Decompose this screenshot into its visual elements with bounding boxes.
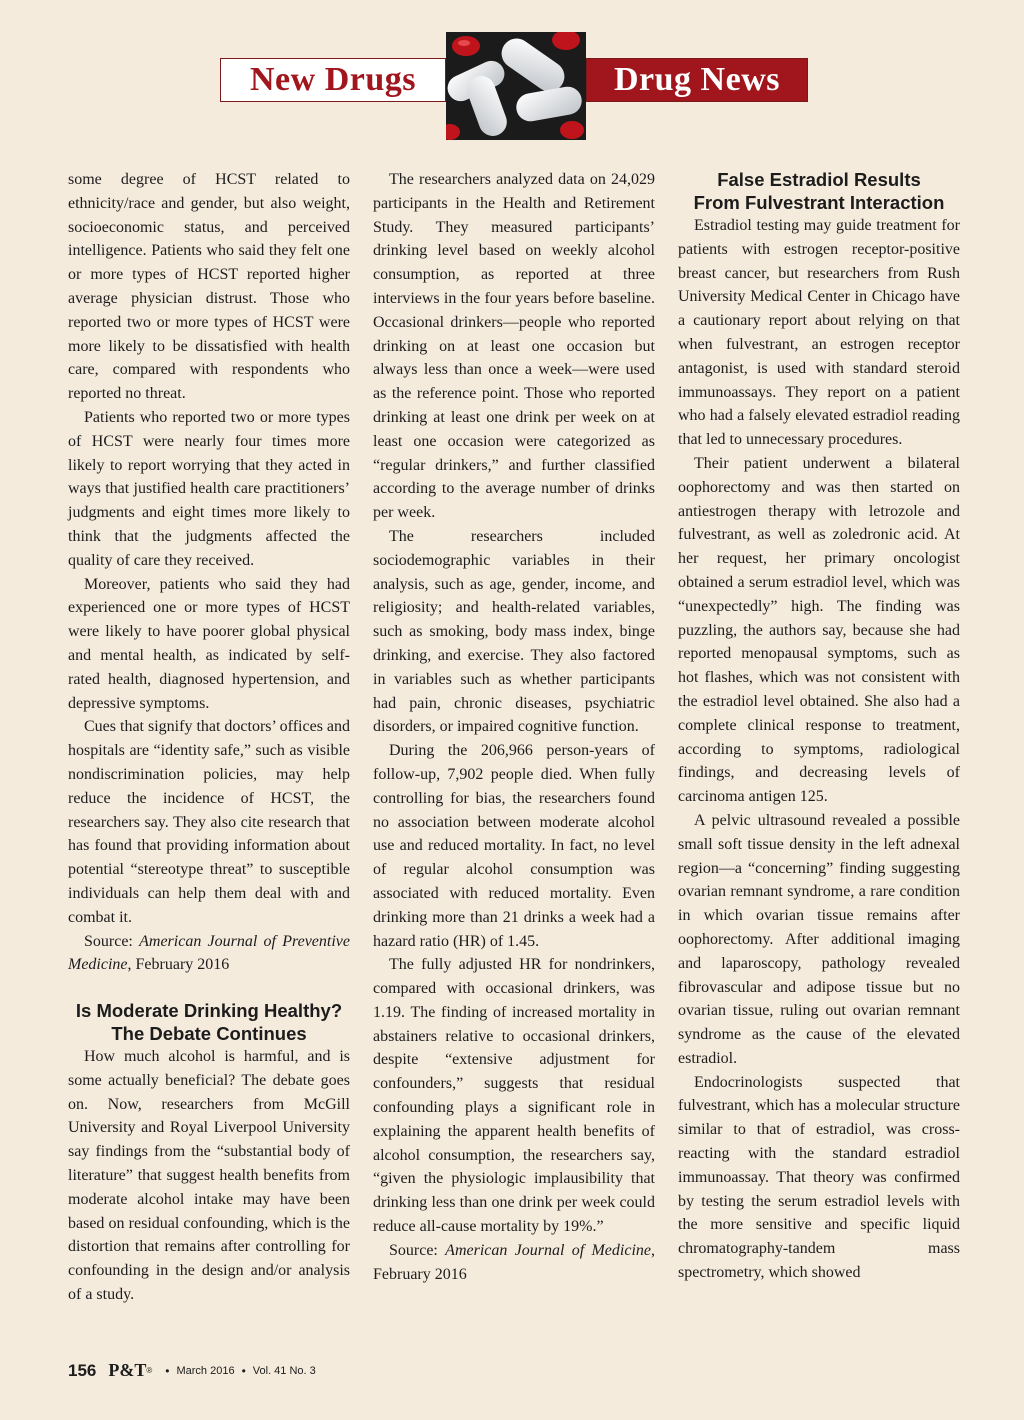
source-journal: American Journal of Medicine bbox=[445, 1241, 651, 1259]
source-date: , February 2016 bbox=[127, 956, 230, 974]
paragraph: The researchers analyzed data on 24,029 participants in the Health and Retirement Study. They measured participants’ drinking level based on weekly alcohol consumption, as reported at three interviews in the four years before baseline. Occasional drinkers—people who reported drinking on at least one occasion but always less than once a week—were used as the reference point. Those who reported drinking at least one drink per week on at least one occasion were categorized as “regular drinkers,” and further classified according to the average number of drinks per week. bbox=[373, 171, 655, 522]
source-journal: American Journal of Preventive Medicine bbox=[68, 932, 351, 974]
paragraph: Their patient underwent a bilateral oophorectomy and was then started on antiestrogen therapy with letrozole and fulvestrant, as well as zoledronic acid. At her request, her primary oncologist obtained a serum estradiol level, which was “unexpectedly” high. The finding was puzzling, the authors say, because she had reported menopausal symptoms, such as hot flashes, which was not consistent with the estradiol level obtained. She also had a complete clinical response to treatment, according to symptoms, radiological findings, and decreasing levels of carcinoma antigen 125. bbox=[678, 454, 960, 806]
paragraph: A pelvic ultrasound revealed a possible small soft tissue density in the left adnexal region—a “concerning” finding suggesting ovarian remnant syndrome, a rare condition in which ovarian tissue remains after oophorectomy. After additional imaging and laparoscopy, pathology revealed fibrovascular and adipose tissue but no ovarian tissue, ruling out ovarian remnant syndrome as the cause of the elevated estradiol. bbox=[678, 811, 960, 1067]
paragraph: The researchers included sociodemographic variables in their analysis, such as age, gender, income, and religiosity; and health-related variables, such as smoking, body mass index, binge drinking, and exercise. They also factored in variables such as whether participants had pain, chronic diseases, psychiatric disorders, or impaired cognitive function. bbox=[373, 527, 655, 736]
registered-mark: ® bbox=[146, 1366, 153, 1375]
heading-line: False Estradiol Results bbox=[717, 169, 921, 190]
source-date: , February 2016 bbox=[373, 1241, 655, 1283]
heading-line: Is Moderate Drinking Healthy? bbox=[75, 1000, 343, 1022]
paragraph: Estradiol testing may guide treatment for patients with estrogen receptor-positive breast cancer, but researchers from Rush University Medical Center in Chicago have a cautionary report about relying on that when fulvestrant, an estrogen receptor antagonist, is used with standard steroid immunoassays. They report on a patient who had a falsely elevated estradiol reading that led to unnecessary procedures. bbox=[678, 217, 960, 449]
source-citation bbox=[373, 1239, 655, 1287]
page-number: 156 bbox=[68, 1360, 97, 1380]
source-label: Source: bbox=[389, 1241, 446, 1259]
section-label-new-drugs: New Drugs bbox=[220, 58, 446, 102]
column-1 bbox=[68, 168, 350, 1307]
heading-line: The Debate Continues bbox=[111, 1023, 307, 1045]
paragraph: some degree of HCST related to ethnicity/race and gender, but also weight, socioeconomic status, and perceived intelligence. Patients who said they felt one or more types of HCST reported higher average physician distrust. Those who reported two or more types of HCST were more likely to be dissatisfied with health care, compared with respondents who reported no threat. bbox=[68, 171, 350, 403]
separator: • bbox=[165, 1363, 170, 1378]
volume-number: Vol. 41 No. 3 bbox=[252, 1364, 316, 1377]
issue-date: March 2016 bbox=[176, 1364, 235, 1377]
source-citation bbox=[68, 930, 350, 978]
paragraph: The fully adjusted HR for nondrinkers, compared with occasional drinkers, was 1.19. The finding of increased mortality in abstainers relative to occasional drinkers, despite “extensive adjustment for confounders,” suggests that residual confounding plays a significant role in explaining the apparent health benefits of alcohol consumption, the researchers say, “given the physiologic implausibility that drinking less than one drink per week could reduce all-cause mortality by 19%.” bbox=[373, 956, 655, 1236]
heading-line: From Fulvestrant Interaction bbox=[693, 192, 945, 213]
page-footer bbox=[68, 1360, 316, 1381]
source-label: Source: bbox=[84, 932, 140, 950]
page-header bbox=[0, 0, 1024, 150]
paragraph: Patients who reported two or more types of HCST were nearly four times more likely to report worrying that they acted in ways that justified health care practitioners’ judgments and eight times more likely to think that the judgments affected the quality of care they received. bbox=[68, 408, 350, 569]
separator: • bbox=[241, 1363, 246, 1378]
paragraph: How much alcohol is harmful, and is some actually beneficial? The debate goes on. Now, researchers from McGill University and Royal Liverpool University say findings from the “substantial body of literature” that suggest health benefits from moderate alcohol intake may have been based on residual confounding, which is the distortion that remains after controlling for confounding in the design and/or analysis of a study. bbox=[68, 1048, 350, 1304]
paragraph: Cues that signify that doctors’ offices and hospitals are “identity safe,” such as visible nondiscrimination policies, may help reduce the incidence of HCST, the researchers say. They also cite research that has found that providing information about potential “stereotype threat” to susceptible individuals can help them deal with and combat it. bbox=[68, 718, 351, 926]
article-heading-moderate-drinking bbox=[68, 999, 350, 1045]
column-3 bbox=[678, 168, 960, 1285]
section-label-drug-news: Drug News bbox=[586, 58, 808, 102]
article-heading-false-estradiol bbox=[678, 168, 960, 214]
paragraph: Endocrinologists suspected that fulvestrant, which has a molecular structure similar to that of estradiol, was cross-reacting with the standard estradiol immunoassay. That theory was confirmed by testing the serum estradiol levels with the more sensitive and specific liquid chromatography-tandem mass spectrometry, which showed bbox=[678, 1073, 960, 1282]
journal-name: P&T bbox=[108, 1360, 147, 1380]
column-2 bbox=[373, 168, 655, 1286]
pills-photo-icon bbox=[446, 32, 586, 140]
paragraph: Moreover, patients who said they had experienced one or more types of HCST were likely to have poorer global physical and mental health, as indicated by self-rated health, diagnosed hypertension, and depressive symptoms. bbox=[68, 575, 350, 712]
paragraph: During the 206,966 person-years of follow-up, 7,902 people died. When fully controlling for bias, the researchers found no association between moderate alcohol use and reduced mortality. In fact, no level of regular alcohol consumption was associated with reduced mortality. Even drinking more than 21 drinks a week had a hazard ratio (HR) of 1.45. bbox=[373, 742, 655, 950]
